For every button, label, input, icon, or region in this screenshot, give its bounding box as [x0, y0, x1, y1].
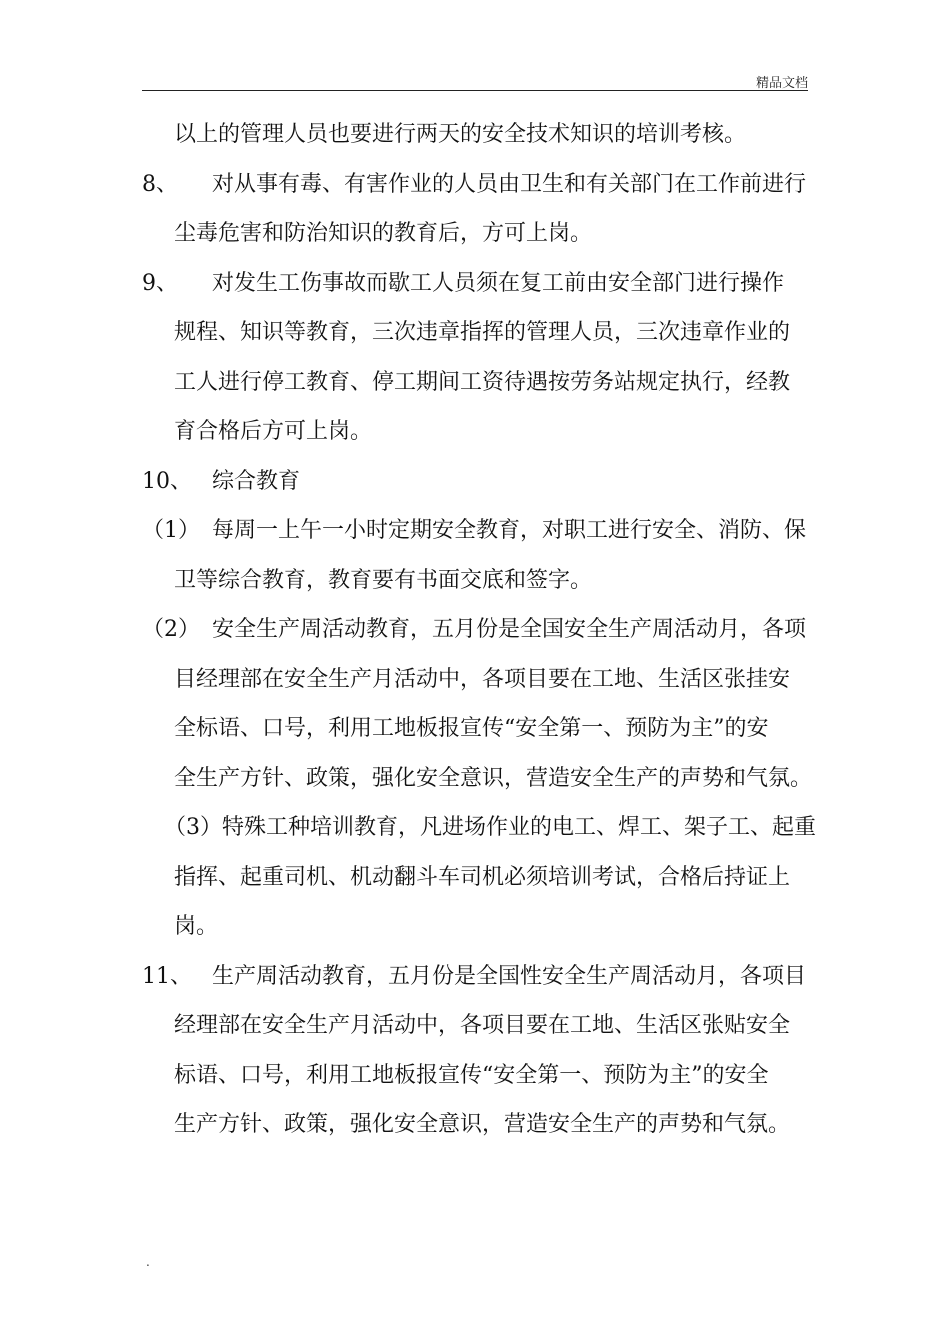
- subitem-2-line-1: [142, 605, 808, 655]
- item-11-number: 11、: [142, 963, 192, 989]
- subitem-2-line-3: 全标语、口号，利用工地板报宣传“安全第一、预防为主”的安: [174, 716, 769, 741]
- subitem-1-text-1: 每周一上午一小时定期安全教育，对职工进行安全、消防、保: [212, 518, 807, 543]
- item-9-line-4: 育合格后方可上岗。: [174, 419, 373, 444]
- item-9-line-1: [142, 259, 808, 309]
- subitem-2-number: （2）: [142, 617, 200, 642]
- subitem-1-number: （1）: [142, 518, 200, 543]
- subitem-2-text-1: 安全生产周活动教育，五月份是全国安全生产周活动月，各项: [212, 617, 807, 642]
- item-9-line-2: 规程、知识等教育，三次违章指挥的管理人员，三次违章作业的: [174, 320, 791, 345]
- subitem-3-line-3: 岗。: [174, 914, 219, 939]
- subitem-3-line-2: 指挥、起重司机、机动翻斗车司机必须培训考试，合格后持证上: [174, 864, 791, 890]
- item-11-line-4: 生产方针、政策，强化安全意识，营造安全生产的声势和气氛。: [174, 1112, 791, 1137]
- subitem-2-line-4: 全生产方针、政策，强化安全意识，营造安全生产的声势和气氛。: [174, 765, 813, 791]
- item-11-line-2: 经理部在安全生产月活动中，各项目要在工地、生活区张贴安全: [174, 1013, 791, 1038]
- document-body: [142, 110, 816, 1150]
- item-11-text-1: 生产周活动教育，五月份是全国性安全生产周活动月，各项目: [212, 963, 807, 989]
- item-11-line-3: 标语、口号，利用工地板报宣传“安全第一、预防为主”的安全: [174, 1062, 769, 1088]
- subitem-1-line-1: [142, 506, 808, 556]
- item-10-number: 10、: [142, 468, 192, 494]
- subitem-2-line-2: 目经理部在安全生产月活动中，各项目要在工地、生活区张挂安: [174, 666, 791, 692]
- subitem-3-line-1: （3）特殊工种培训教育，凡进场作业的电工、焊工、架子工、起重: [164, 815, 816, 840]
- subitem-1-line-2: 卫等综合教育，教育要有书面交底和签字。: [174, 567, 593, 593]
- item-8-number: 8、: [142, 171, 178, 197]
- item-9-number: 9、: [142, 270, 178, 296]
- item-9-line-3: 工人进行停工教育、停工期间工资待遇按劳务站规定执行，经教: [174, 369, 791, 395]
- item-7-continuation: 以上的管理人员也要进行两天的安全技术知识的培训考核。: [174, 122, 747, 147]
- item-9-text-1: 对发生工伤事故而歇工人员须在复工前由安全部门进行操作: [212, 270, 785, 296]
- header-divider: [142, 90, 808, 91]
- item-11-line-1: [142, 952, 808, 1002]
- header-label: 精品文档: [755, 76, 808, 91]
- item-10-line-1: [142, 457, 808, 507]
- item-10-heading: 综合教育: [212, 468, 301, 494]
- item-8-line-2: 尘毒危害和防治知识的教育后，方可上岗。: [174, 221, 593, 246]
- footer-mark: .: [146, 1255, 150, 1269]
- item-8-line-1: [142, 160, 808, 210]
- item-8-text-1: 对从事有毒、有害作业的人员由卫生和有关部门在工作前进行: [212, 171, 807, 197]
